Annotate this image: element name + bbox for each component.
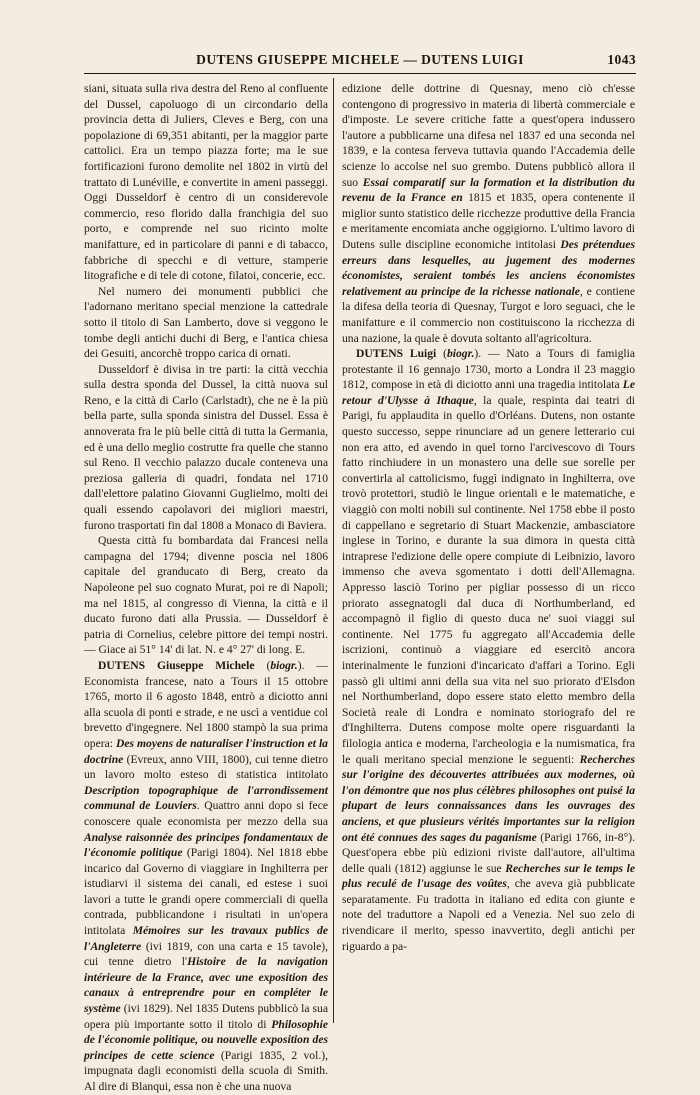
paragraph [84, 362, 328, 534]
italic-title: Philosophie de l'économie politique, ou nouvelle exposition des principes de cette science [84, 1017, 328, 1062]
text-run: 1815 et 1835, opera contenente il miglior sunto statistico delle ricchezze produttive della Francia e meritamente encomiata anche oggigiorno. L'ultimo lavoro di Dutens sulle discipline economiche intitolasi [342, 191, 635, 251]
text-run: , e contiene la difesa della teoria di Quesnay, Turgot e loro seguaci, che le manifatture e il commercio non costituiscono la ricchezza di una nazione, la quale è dovuta soltanto all'agricoltura. [342, 284, 635, 345]
paragraph [84, 658, 328, 1095]
entry-headword: DUTENS Luigi [356, 347, 437, 361]
italic-title: Recherches sur l'origine des découvertes attribuées aux modernes, où l'on démontre que nos plus célèbres philosophes ont puisé la plupart de leurs connaissances dans les ouvrages des anciens, et que plusieurs vérités importantes sur la religion ont été connues des sages du paganisme [342, 752, 635, 844]
text-run: , che aveva già pubblicate separatamente. Fu tradotta in italiano ed edita con giunte e note del traduttore a Napoli ed a Venezia. Nel suo zelo di rivendicare il merito, spesso inavvertito, degli antichi per riguardo a pa- [342, 877, 635, 953]
paragraph [342, 346, 635, 954]
italic-title: biogr. [446, 347, 475, 361]
text-run: (ivi 1829). Nel 1835 Dutens pubblicò la sua opera più importante sotto il titolo di [84, 1002, 328, 1031]
text-run: (Parigi 1835, 2 vol.), impugnata dagli economisti della scuola di Smith. Al dire di Blanqui, essa non è che una nuova [84, 1048, 328, 1093]
column-divider [333, 78, 334, 1023]
text-run: edizione delle dottrine di Quesnay, meno ciò ch'esse contengono di progressivo in materia di libertà commerciale e d'imposte. Le severe critiche fatte a quest'opera indussero l'autore a pubblicarne una difesa nel 1837 ed una seconda nel 1839, e la contesa ferveva tuttavia quando l'Accademia delle scienze lo accolse nel suo grembo. Dutens pubblicò allora il suo [342, 82, 635, 189]
paragraph [342, 81, 635, 346]
text-run: (Parigi 1766, in-8°). Quest'opera ebbe più edizioni riviste dall'autore, all'ultima delle quali (1812) aggiunse le sue [342, 830, 635, 875]
italic-title: Analyse raisonnée des principes fondamentaux de l'économie politique [84, 830, 328, 860]
text-run: ( [436, 347, 447, 361]
running-header [84, 52, 636, 72]
left-column [84, 81, 328, 1095]
paragraph [84, 284, 328, 362]
text-run: (ivi 1819, con una carta e 15 tavole), cui tenne dietro l' [84, 939, 328, 969]
text-run: Dusseldorf è divisa in tre parti: la città vecchia sulla destra sponda del Dussel, la città nuova sul Reno, e la città di Carlo (Carlstadt), che ne è la più bella parte, sulla sponda sinistra del Dussel. Essa è annoverata fra le più belle città di tutta la Germania, ed è una dello meglio costrutte fra quelle che stanno sul Reno. Il vecchio palazzo ducale conteneva una preziosa galleria di quadri, fondata nel 1710 dall'elettore palatino Giovanni Guglielmo, molti dei quali essendo capolavori dei migliori maestri, furono trasportati fin dal 1808 a Monaco di Baviera. [84, 362, 328, 532]
right-column [342, 81, 635, 954]
header-title: DUTENS GIUSEPPE MICHELE — DUTENS LUIGI [196, 52, 524, 67]
text-run: . Quattro anni dopo si fece conoscere quale economista per mezzo della sua [84, 799, 328, 828]
italic-title: Le retour d'Ulysse à Ithaque [342, 378, 635, 407]
text-run: Nel numero dei monumenti pubblici che l'adornano meritano special menzione la cattedrale sotto il titolo di San Lamberto, dove si veggono le tombe degli antichi duchi di Berg, e l'antica chiesa dei Gesuiti, ancorchè troppo carica di ornati. [84, 284, 328, 361]
text-run: ). — Nato a Tours di famiglia protestante il 16 gennajo 1730, morto a Londra il 23 maggio 1812, compose in età di diciotto anni una tragedia intitolata [342, 347, 635, 392]
italic-title: Mémoires sur les travaux publics de l'Angleterre [84, 924, 328, 953]
italic-title: Description topographique de l'arrondissement communal de Louviers [84, 783, 328, 813]
text-run: ). — Economista francese, nato a Tours il 15 ottobre 1765, morto il 6 agosto 1848, entrò a diciotto anni alla scuola di ponti e strade, e ne uscì a ventidue col brevetto d'ingegnere. Nel 1800 stampò la sua prima opera: [84, 658, 328, 750]
italic-title: biogr. [270, 658, 298, 672]
text-run: Questa città fu bombardata dai Francesi nella campagna del 1794; divenne poscia nel 1806 capitale del granducato di Berg, creato da Napoleone pel suo cognato Murat, poi re di Napoli; ma nel 1815, al congresso di Vienna, la città e il ducato furono dati alla Prussia. — Dusseldorf è patria di Cornelius, celebre pittore dei tempi nostri. — Giace ai 51° 14' di lat. N. e 4° 27' di long. E. [84, 534, 328, 657]
italic-title: Essai comparatif sur la formation et la distribution du revenu de la France en [342, 175, 635, 205]
page-number: 1043 [607, 52, 636, 67]
text-run: siani, situata sulla riva destra del Reno al confluente del Dussel, capoluogo di un circondario della provincia detta di Juliers, Cleves e Berg, con una popolazione di 69,351 abitanti, per la maggior parte cattolici. Era un tempo piazza forte; ma le sue fortificazioni furono demolite nel 1802 in virtù del trattato di Lunéville, e convertite in ameni passeggi. Oggi Dusseldorf è centro di un considerevole commercio, reso florido dalla franchigia del suo porto, e comprende nel suo ricinto molte manifatture, ed in particolare di panni e di tabacco, fabbriche di specchi e di vetture, stamperie litografiche e di tele di cotone, filatoi, concerie, ecc. [84, 82, 328, 283]
italic-title: Des prétendues erreurs dans lesquelles, au jugement des modernes économistes, seraient tombés les anciens économistes relativement au principe de la richesse nationale [342, 237, 635, 298]
italic-title: Histoire de la navigation intérieure de la France, avec une exposition des canaux à entreprendre pour en compléter le système [84, 955, 328, 1016]
italic-title: Des moyens de naturaliser l'instruction et la doctrine [84, 736, 328, 766]
entry-headword: DUTENS Giuseppe Michele [98, 658, 255, 672]
italic-title: Recherches sur le temps le plus reculé de l'usage des voûtes [342, 861, 636, 891]
header-rule [84, 73, 636, 74]
text-run: (Parigi 1804). Nel 1818 ebbe incarico dal Governo di viaggiare in Inghilterra per istudiarvi il sistema dei canali, ed estese i suoi lavori a tutte le grandi opere commerciali di quella contrada, pubblicandone i risultati in un'opera intitolata [84, 846, 328, 938]
text-run: ( [254, 658, 271, 672]
paragraph [84, 533, 328, 658]
text-run: (Evreux, anno VIII, 1800), cui tenne dietro un lavoro molto esteso di statistica intitolato [84, 752, 328, 782]
paragraph [84, 81, 328, 284]
text-run: , la quale, respinta dai teatri di Parigi, fu applaudita in quello d'Orléans. Dutens, non ostante questo successo, seppe rinunciare ad un genere letterario cui non era atto, ed avendo in quel torno l'arcivescovo di Tours fatto rinchiudere in un monastero una delle sue sorelle per convertirla al cattolicismo, fuggì indignato in Inghilterra, ove trovò protettori, studiò le lingue orientali e le matematiche, e viaggiò con molti nobili sul continente. Nel 1758 ebbe il posto di cappellano e segretario di Stuart Mackenzie, ambasciatore inglese in Torino, e durante la sua dimora in questa città intraprese l'edizione delle opere compiute di Leibnizio, lavoro immenso che aveva sgomentato i dotti dell'Allemagna. Appresso lasciò Torino per pigliar possesso di un ricco priorato assegnatogli dal duca di Northumberland, ed accompagnò il figlio di questo duca ne' suoi viaggi sul continente. Nel 1775 fu aggregato all'Accademia delle iscrizioni, continuò a viaggiare ed esercitò ancora interinalmente le funzioni d'incaricato d'affari a Torino. Egli passò gli ultimi anni della sua vita nel suo priorato d'Elsdon nel Northumberland, dopo essere stato eletto membro della Società reale di Londra e nominato storiografo del re d'Inghilterra. Dutens compose molte opere risguardanti la filologia antica e moderna, l'archeologia e la numismatica, fra le quali meritano special menzione le seguenti: [342, 393, 635, 766]
